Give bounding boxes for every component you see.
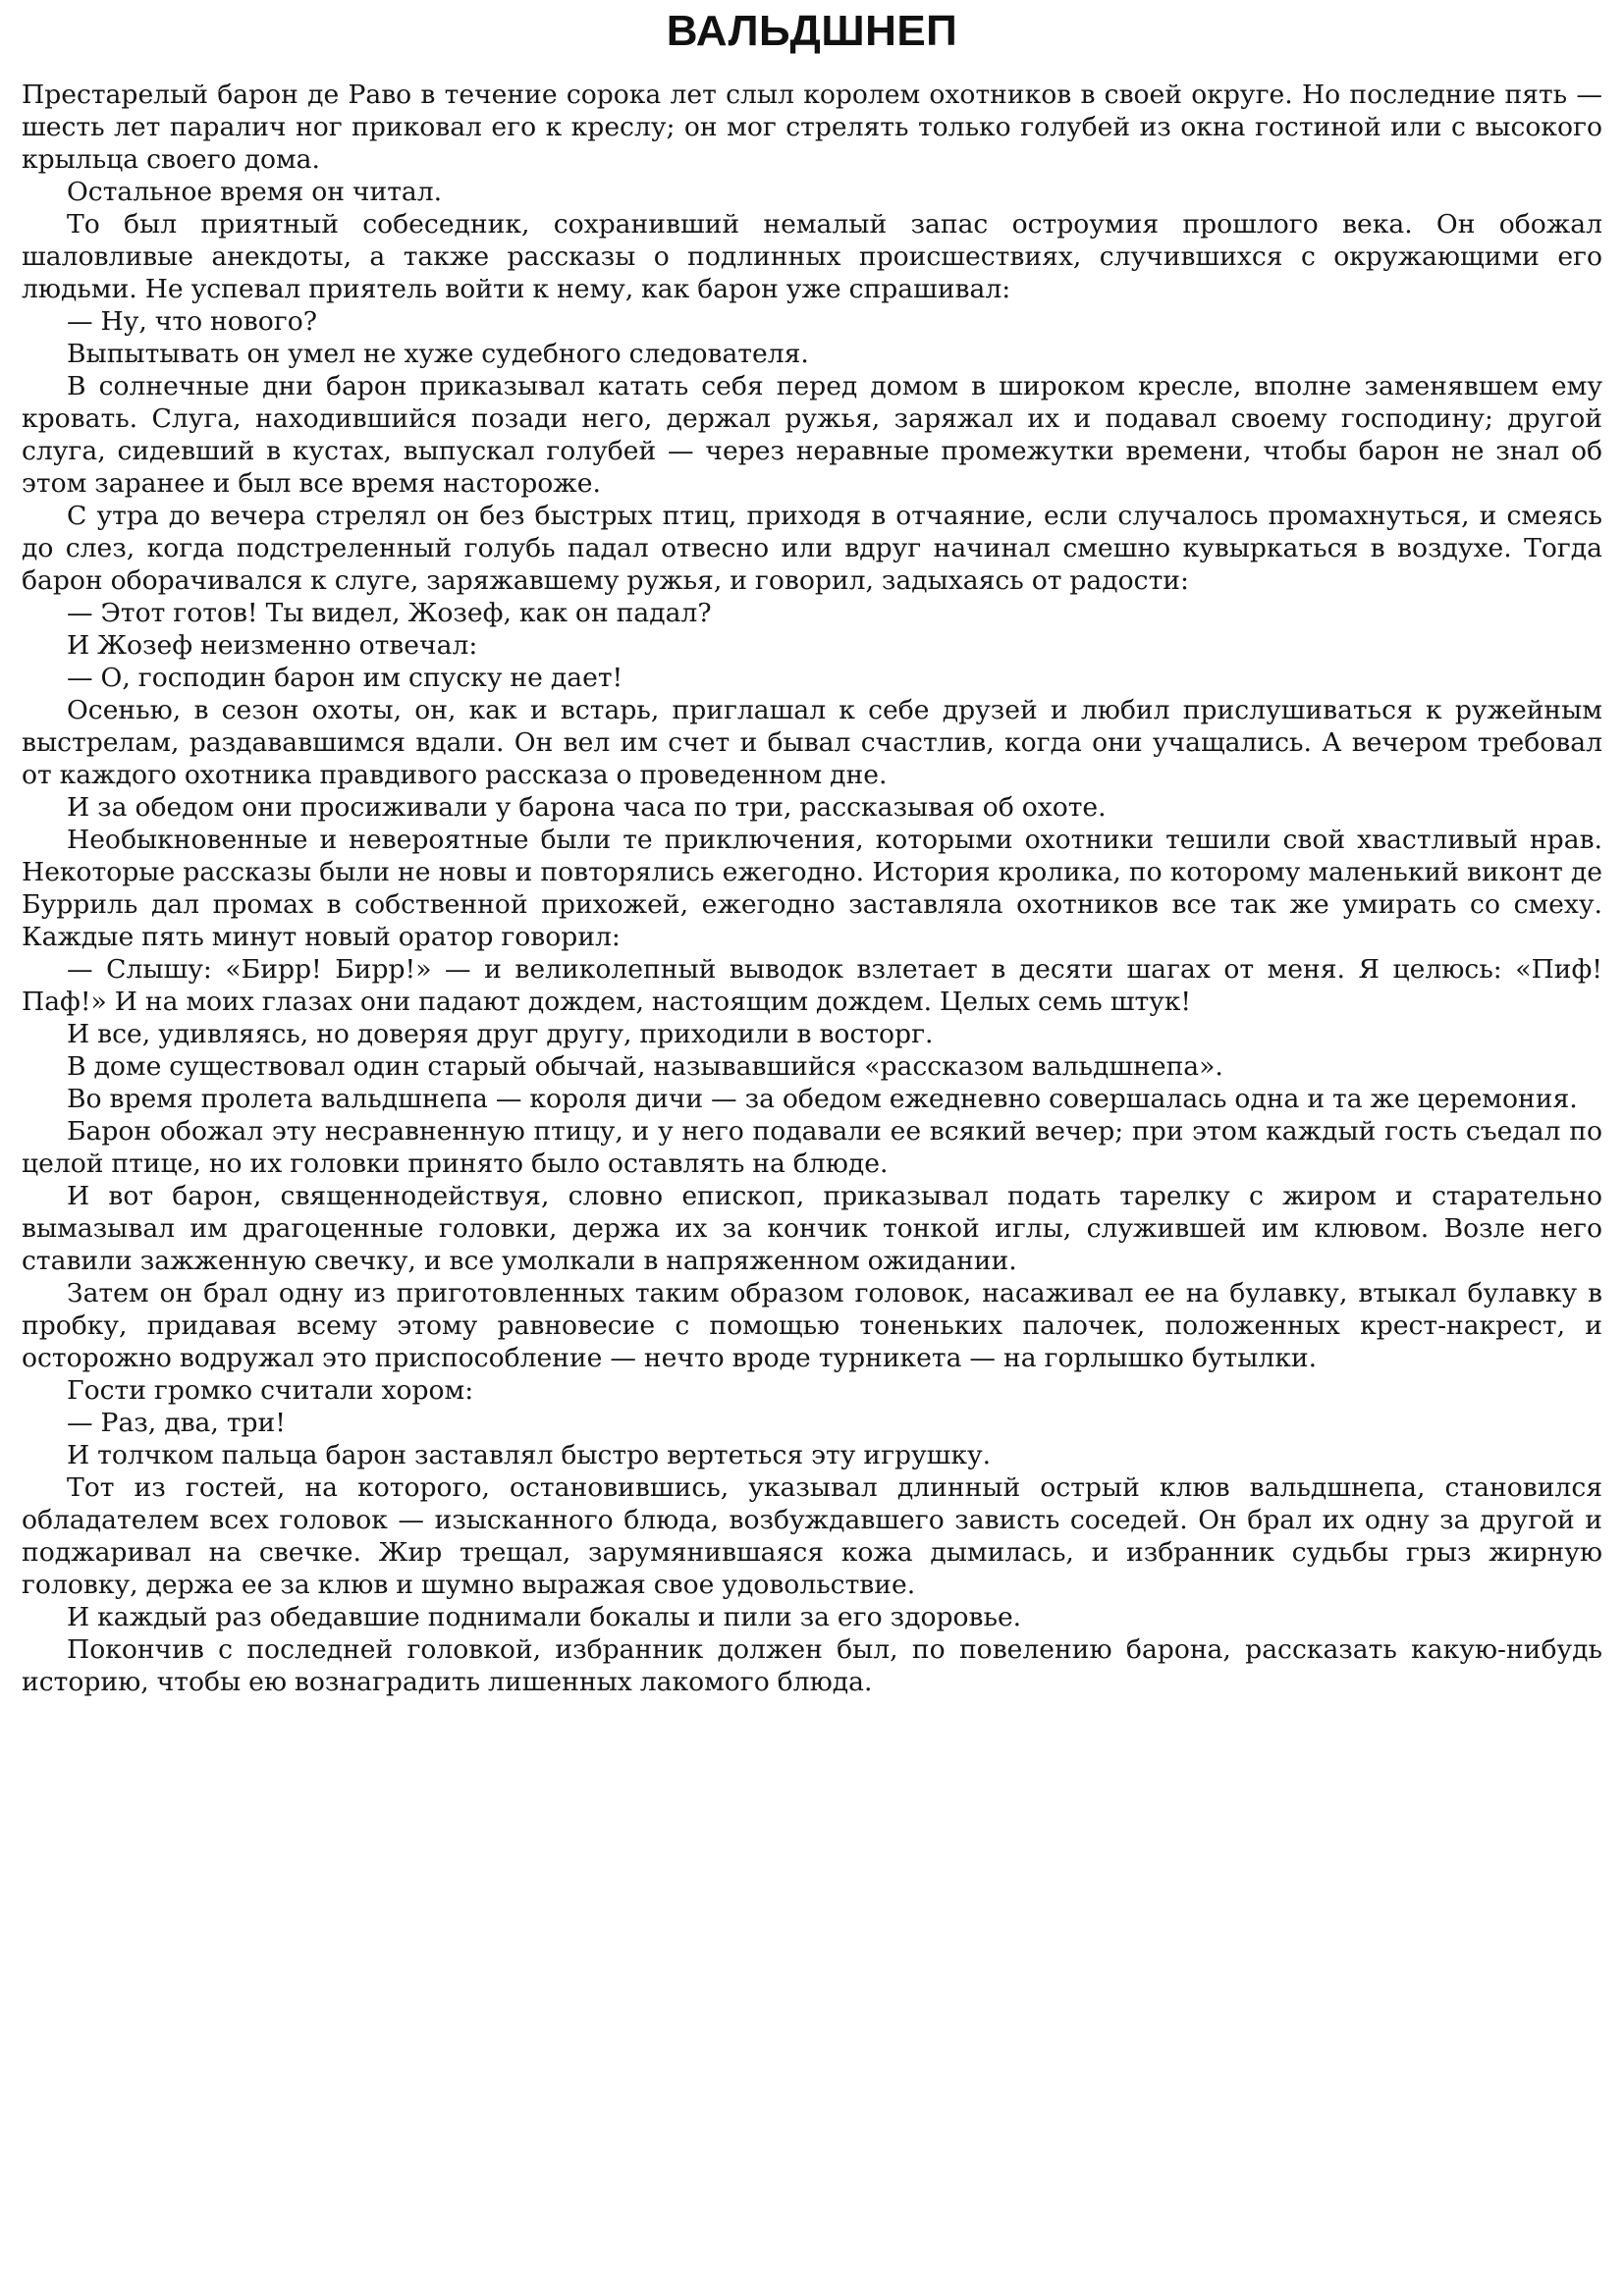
paragraph: Гости громко считали хором:: [67, 1375, 474, 1406]
paragraph: — Этот готов! Ты видел, Жозеф, как он падал?: [67, 598, 712, 628]
document-title: ВАЛЬДШНЕП: [666, 7, 958, 55]
document-page: [22, 0, 1602, 1698]
paragraph: И Жозеф неизменно отвечал:: [67, 630, 478, 661]
paragraph: С утра до вечера стрелял он без быстрых птиц, приходя в отчаяние, если случалось промахнуться, и смеясь до слез, когда подстреленный голубь падал отвесно или вдруг начинал смешно кувыркаться в воздухе. Тогда барон оборачивался к слуге, заряжавшему ружья, и говорил, задыхаясь от радости:: [22, 501, 1602, 596]
paragraph: В солнечные дни барон приказывал катать себя перед домом в широком кресле, вполне заменявшем ему кровать. Слуга, находившийся позади него, держал ружья, заряжал их и подавал своему господину; другой слуга, сидевший в кустах, выпускал голубей — через неравные промежутки времени, чтобы барон не знал об этом заранее и был все время настороже.: [22, 371, 1602, 499]
paragraph: Осенью, в сезон охоты, он, как и встарь, приглашал к себе друзей и любил прислушиваться к ружейным выстрелам, раздававшимся вдали. Он вел им счет и бывал счастлив, когда они учащались. А вечером требовал от каждого охотника правдивого рассказа о проведенном дне.: [22, 695, 1602, 790]
paragraph: Выпытывать он умел не хуже судебного следователя.: [67, 339, 809, 369]
paragraph: — О, господин барон им спуску не дает!: [67, 663, 623, 693]
paragraph: То был приятный собеседник, сохранивший немалый запас остроумия прошлого века. Он обожал шаловливые анекдоты, а также рассказы о подлинных происшествиях, случившихся с окружающими его людьми. Не успевал приятель войти к нему, как барон уже спрашивал:: [22, 209, 1602, 304]
paragraph: Необыкновенные и невероятные были те приключения, которыми охотники тешили свой хвастливый нрав. Некоторые рассказы были не новы и повторялись ежегодно. История кролика, по которому маленький виконт де Бурриль дал промах в собственной прихожей, ежегодно заставляла охотников все так же умирать со смеху. Каждые пять минут новый оратор говорил:: [22, 825, 1602, 952]
paragraph: И все, удивляясь, но доверяя друг другу, приходили в восторг.: [67, 1019, 934, 1049]
paragraph: Остальное время он читал.: [67, 177, 443, 207]
paragraph: Покончив с последней головкой, избранник должен был, по повелению барона, рассказать какую-нибудь историю, чтобы ею вознаградить лишенных лакомого блюда.: [22, 1634, 1602, 1697]
paragraph: И толчком пальца барон заставлял быстро вертеться эту игрушку.: [67, 1440, 992, 1470]
document-body: [22, 79, 1602, 1698]
paragraph: — Слышу: «Бирр! Бирр!» — и великолепный выводок взлетает в десяти шагах от меня. Я целюсь: «Пиф! Паф!» И на моих глазах они падают дождем, настоящим дождем. Целых семь штук!: [22, 954, 1602, 1017]
paragraph: Тот из гостей, на которого, остановившись, указывал длинный острый клюв вальдшнепа, становился обладателем всех головок — изысканного блюда, возбуждавшего зависть соседей. Он брал их одну за другой и поджаривал на свечке. Жир трещал, зарумянившаяся кожа дымилась, и избранник судьбы грыз жирную головку, держа ее за клюв и шумно выражая свое удовольствие.: [22, 1472, 1602, 1600]
paragraph: Престарелый барон де Раво в течение сорока лет слыл королем охотников в своей округе. Но последние пять — шесть лет паралич ног приковал его к креслу; он мог стрелять только голубей из окна гостиной или с высокого крыльца своего дома.: [22, 80, 1602, 175]
paragraph: — Раз, два, три!: [67, 1408, 286, 1438]
paragraph: И каждый раз обедавшие поднимали бокалы и пили за его здоровье.: [67, 1602, 1022, 1632]
paragraph: — Ну, что нового?: [67, 306, 317, 337]
paragraph: Во время пролета вальдшнепа — короля дичи — за обедом ежедневно совершалась одна и та же церемония.: [67, 1084, 1578, 1114]
paragraph: Барон обожал эту несравненную птицу, и у него подавали ее всякий вечер; при этом каждый гость съедал по целой птице, но их головки принято было оставлять на блюде.: [22, 1116, 1602, 1179]
paragraph: И за обедом они просиживали у барона часа по три, рассказывая об охоте.: [67, 792, 1107, 823]
paragraph: В доме существовал один старый обычай, называвшийся «рассказом вальдшнепа».: [67, 1051, 1223, 1082]
paragraph: И вот барон, священнодействуя, словно епископ, приказывал подать тарелку с жиром и старательно вымазывал им драгоценные головки, держа их за кончик тонкой иглы, служившей им клювом. Возле него ставили зажженную свечку, и все умолкали в напряженном ожидании.: [22, 1181, 1602, 1276]
paragraph: Затем он брал одну из приготовленных таким образом головок, насаживал ее на булавку, втыкал булавку в пробку, придавая всему этому равновесие с помощью тоненьких палочек, положенных крест-накрест, и осторожно водружал это приспособление — нечто вроде турникета — на горлышко бутылки.: [22, 1278, 1602, 1373]
